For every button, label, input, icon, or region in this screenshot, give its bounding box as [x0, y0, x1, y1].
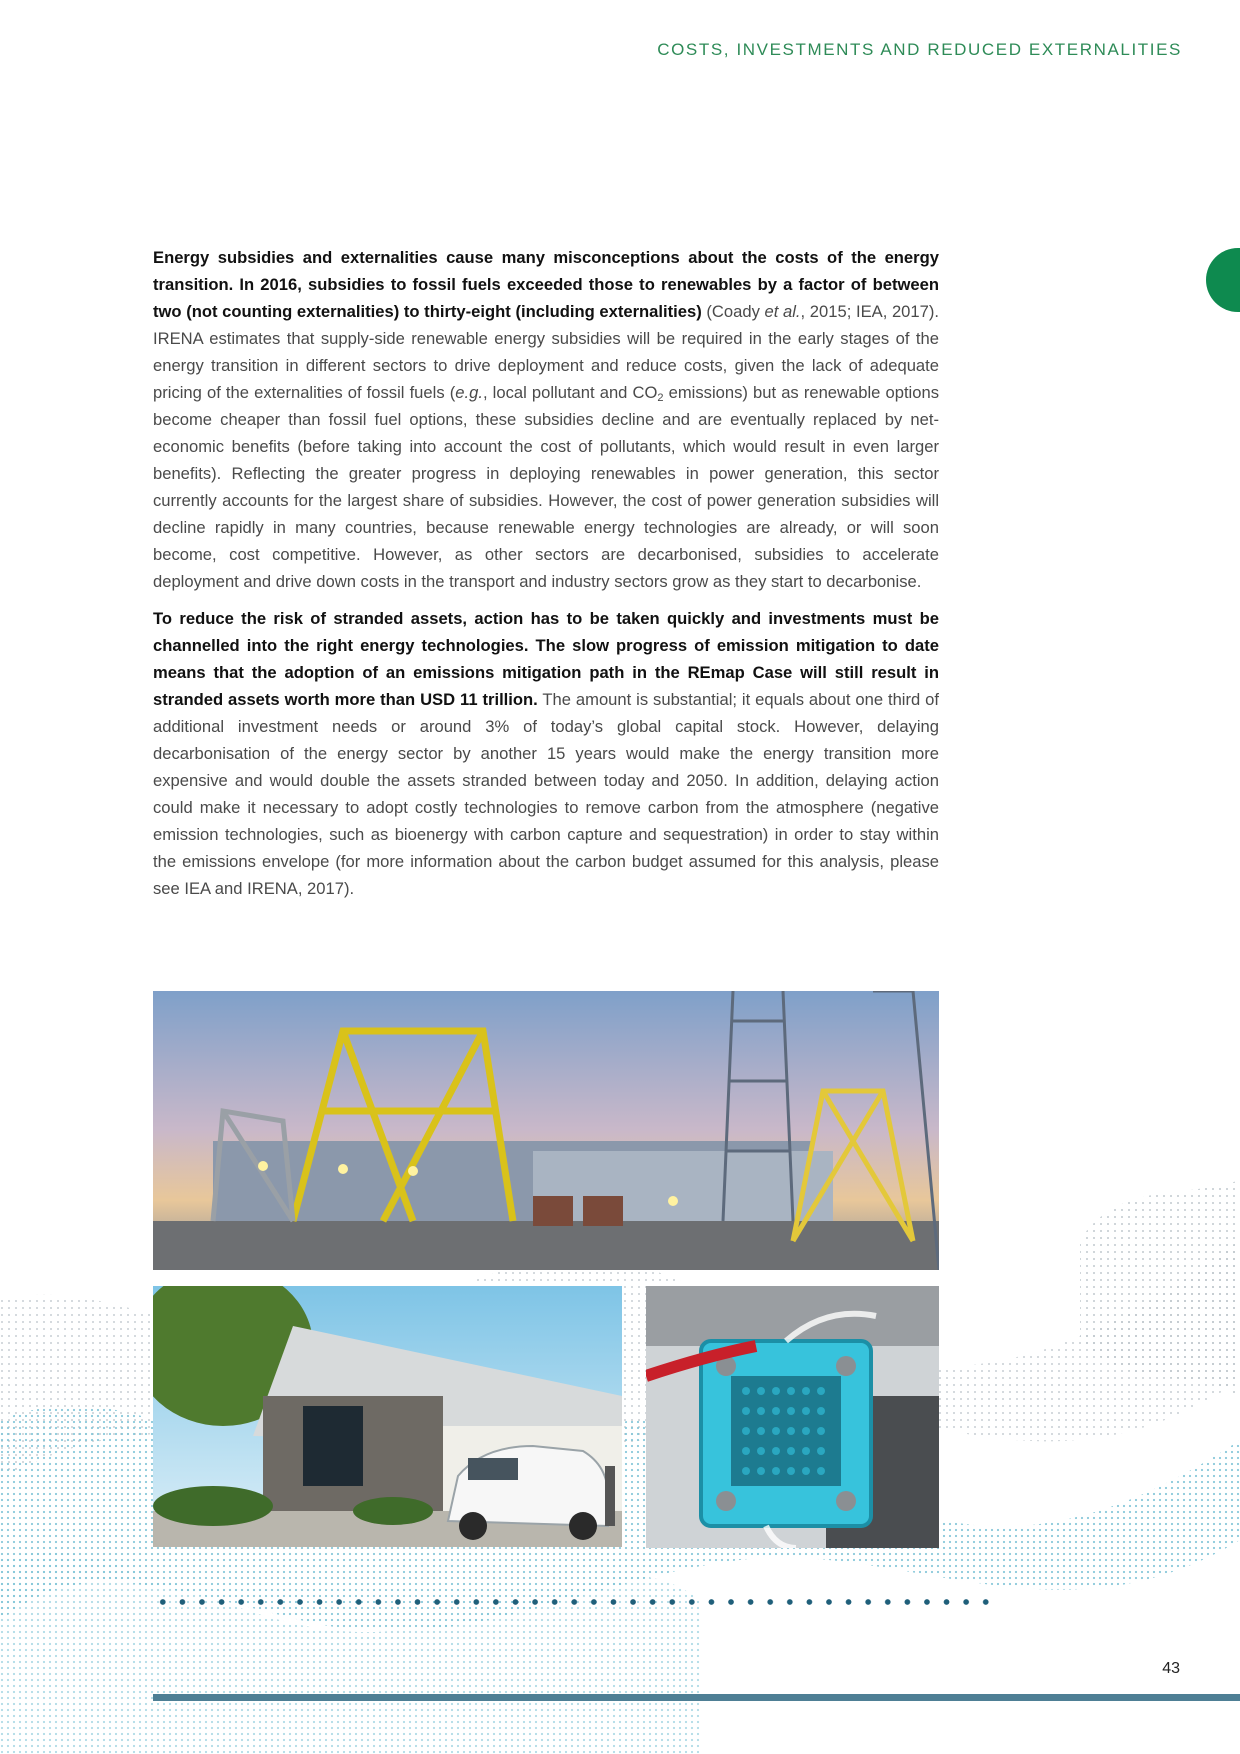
paragraph-stranded-assets	[153, 605, 939, 902]
chapter-tab-marker	[1206, 248, 1240, 312]
main-body-text	[153, 244, 939, 912]
page-number: 43	[1162, 1660, 1180, 1677]
co2-subscript: 2	[657, 392, 664, 404]
paragraph-1-citation-italic: et al.	[764, 302, 801, 321]
footer-rule	[153, 1694, 1240, 1701]
running-header: COSTS, INVESTMENTS AND REDUCED EXTERNALITIES	[657, 40, 1182, 59]
paragraph-1-pollutants: , local pollutant and CO	[482, 383, 658, 402]
paragraph-1-bold-lead: Energy subsidies and externalities cause many misconceptions about the costs of the energy transition. In 2016, subsidies to fossil fuels exceeded those to renewables by a factor of between two (not counting externalities) to thirty-eight (including externalities)	[153, 248, 939, 321]
dotted-divider	[153, 1596, 993, 1608]
paragraph-1-citation: (Coady	[701, 302, 765, 321]
offshore-foundations-photo	[153, 991, 939, 1270]
paragraph-2-body: The amount is substantial; it equals about one third of additional investment needs or around 3% of today’s global capital stock. However, delaying decarbonisation of the energy sector by another 15 years would make the energy transition more expensive and would double the assets stranded between today and 2050. In addition, delaying action could make it necessary to adopt costly technologies to remove carbon from the atmosphere (negative emission technologies, such as bioenergy with carbon capture and sequestration) in order to stay within the emissions envelope (for more information about the carbon budget assumed for this analysis, please see IEA and IRENA, 2017).	[153, 690, 939, 898]
paragraph-1-body: , 2015; IEA, 2017). IRENA estimates that supply-side renewable energy subsidies will be required in the early stages of the energy transition in different sectors to drive deployment and reduce costs, given the lack of adequate pricing of the externalities of fossil fuels (	[153, 302, 940, 402]
house-electric-car-photo	[153, 1286, 622, 1547]
paragraph-subsidies	[153, 244, 939, 595]
paragraph-1-eg: e.g.	[455, 383, 483, 402]
paragraph-1-body-rest: emissions) but as renewable options become cheaper than fossil fuel options, these subsidies decline and are eventually replaced by net-economic benefits (before taking into account the cost of pollutants, which would result in even larger benefits). Reflecting the greater progress in deploying renewables in power generation, this sector currently accounts for the largest share of subsidies. However, the cost of power generation subsidies will decline rapidly in many countries, because renewable energy technologies are already, or will soon become, cost competitive. However, as other sectors are decarbonised, subsidies to accelerate deployment and drive down costs in the transport and industry sectors grow as they start to decarbonise.	[153, 383, 939, 591]
paragraph-2-bold-lead: To reduce the risk of stranded assets, action has to be taken quickly and investments must be channelled into the right energy technologies. The slow progress of emission mitigation to date means that the adoption of an emissions mitigation path in the REmap Case will still result in stranded assets worth more than USD 11 trillion.	[153, 609, 939, 709]
fuel-cell-photo	[646, 1286, 939, 1548]
